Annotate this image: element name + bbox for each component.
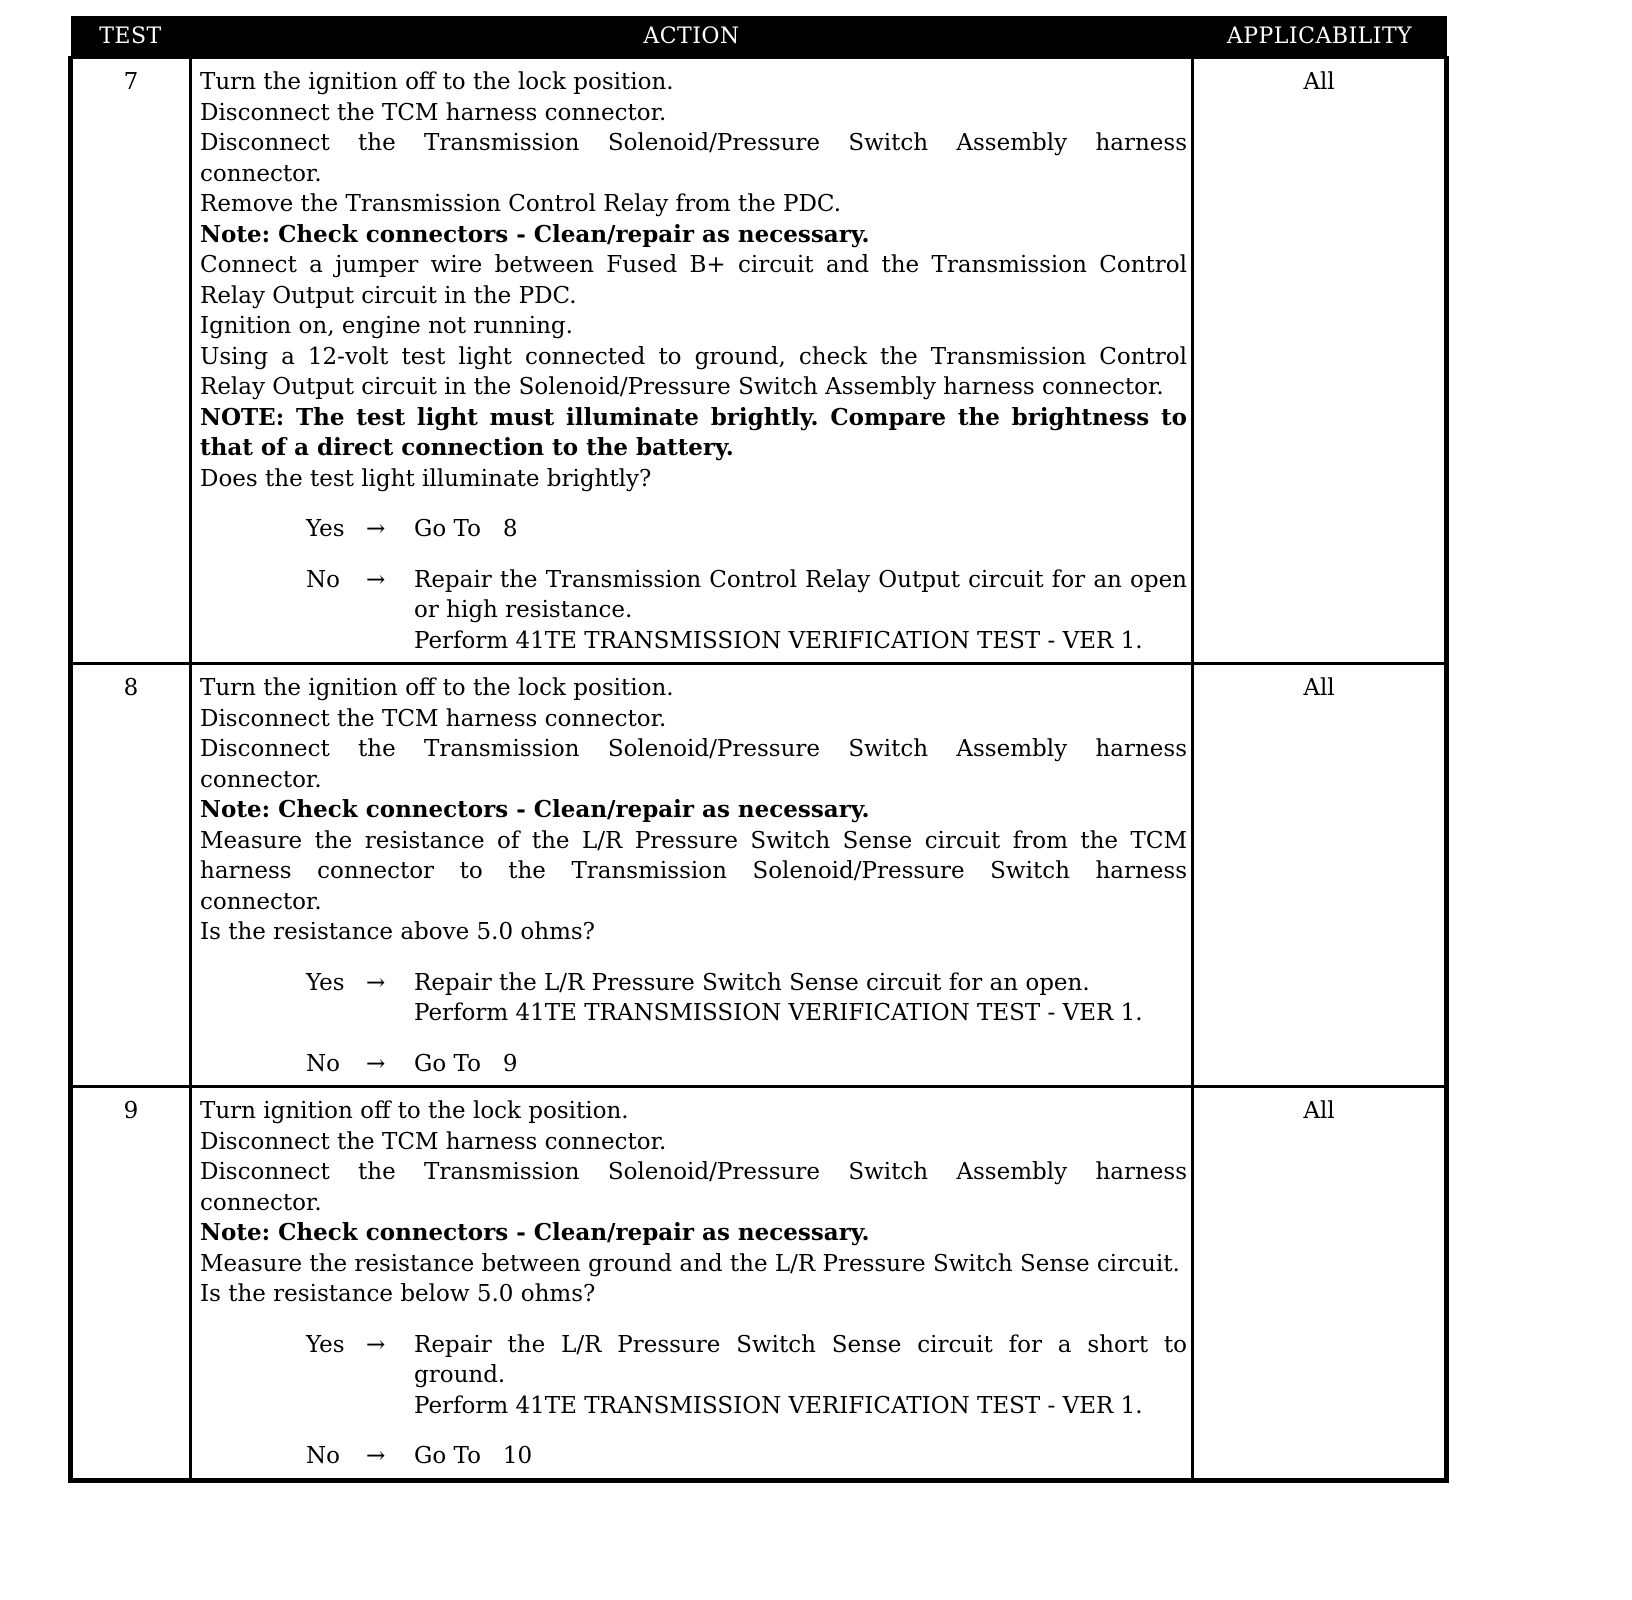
action-step: Using a 12-volt test light connected to ground, check the Transmission Control Relay Output circuit in the Solenoid/Pressure Switch Assembly harness connector. bbox=[200, 343, 1187, 400]
branch-result-line: Repair the L/R Pressure Switch Sense circuit for an open. bbox=[414, 969, 1090, 996]
action-cell bbox=[191, 1087, 1193, 1481]
applicability-value: All bbox=[1193, 58, 1447, 664]
branch-result-line: Perform 41TE TRANSMISSION VERIFICATION TEST - VER 1. bbox=[414, 1000, 1143, 1026]
table-row bbox=[71, 58, 1447, 664]
action-step: Turn the ignition off to the lock position. bbox=[200, 675, 674, 701]
action-note: NOTE: The test light must illuminate brightly. Compare the brightness to that of a direct connection to the battery. bbox=[200, 403, 1187, 461]
branch-result-line: Perform 41TE TRANSMISSION VERIFICATION TEST - VER 1. bbox=[414, 627, 1143, 654]
action-step: Remove the Transmission Control Relay from the PDC. bbox=[200, 191, 842, 217]
action-note: Note: Check connectors - Clean/repair as necessary. bbox=[200, 220, 870, 248]
action-note: Note: Check connectors - Clean/repair as necessary. bbox=[200, 1219, 870, 1246]
applicability-value: All bbox=[1193, 664, 1447, 1087]
applicability-value: All bbox=[1193, 1087, 1447, 1481]
arrow-right-icon: → bbox=[366, 566, 386, 593]
branch-result-line: Perform 41TE TRANSMISSION VERIFICATION TEST - VER 1. bbox=[414, 1392, 1143, 1419]
decision-branches bbox=[200, 514, 1195, 656]
action-step: Disconnect the Transmission Solenoid/Pressure Switch Assembly harness connector. bbox=[200, 736, 1187, 793]
arrow-right-icon: → bbox=[366, 1050, 386, 1077]
arrow-right-icon: → bbox=[366, 1443, 386, 1469]
header-test: TEST bbox=[71, 16, 191, 58]
table-row bbox=[71, 1087, 1447, 1481]
branch-result bbox=[414, 1049, 1187, 1080]
header-action: ACTION bbox=[191, 16, 1193, 58]
branch-result bbox=[414, 565, 1195, 657]
action-step: Turn ignition off to the lock position. bbox=[200, 1098, 629, 1124]
action-note: Note: Check connectors - Clean/repair as necessary. bbox=[200, 796, 870, 823]
action-step: Turn the ignition off to the lock position. bbox=[200, 69, 674, 95]
arrow-right-icon: → bbox=[366, 969, 386, 996]
branch-answer: No bbox=[306, 1443, 340, 1469]
arrow-right-icon: → bbox=[366, 1331, 386, 1358]
action-step: Measure the resistance of the L/R Pressure Switch Sense circuit from the TCM harness connector to the Transmission Solenoid/Pressure Switch harness connector. bbox=[200, 827, 1187, 915]
branch-result-line: Go To 9 bbox=[414, 1050, 518, 1077]
header-applicability: APPLICABILITY bbox=[1193, 16, 1447, 58]
branch-result-line: Repair the Transmission Control Relay Output circuit for an open or high resistance. bbox=[414, 566, 1195, 623]
branch-yes bbox=[306, 1330, 1195, 1422]
test-number: 8 bbox=[71, 664, 191, 1087]
action-step: Connect a jumper wire between Fused B+ circuit and the Transmission Control Relay Output circuit in the PDC. bbox=[200, 252, 1187, 309]
table-header-row bbox=[71, 16, 1447, 58]
branch-result-line: Go To 10 bbox=[414, 1443, 533, 1469]
branch-result-line: Go To 8 bbox=[414, 516, 518, 542]
action-step: Is the resistance below 5.0 ohms? bbox=[200, 1281, 596, 1307]
action-step: Disconnect the TCM harness connector. bbox=[200, 99, 667, 126]
decision-branches bbox=[200, 968, 1187, 1080]
action-cell bbox=[191, 664, 1193, 1087]
table-body bbox=[71, 58, 1447, 1481]
branch-result-line: Repair the L/R Pressure Switch Sense circuit for a short to ground. bbox=[414, 1331, 1195, 1388]
branch-yes bbox=[306, 968, 1187, 1029]
branch-answer: No bbox=[306, 566, 340, 593]
branch-no bbox=[306, 565, 1195, 657]
table-row bbox=[71, 664, 1447, 1087]
action-step: Measure the resistance between ground and the L/R Pressure Switch Sense circuit. bbox=[200, 1250, 1180, 1277]
action-cell bbox=[191, 58, 1193, 664]
arrow-right-icon: → bbox=[366, 516, 386, 542]
branch-result bbox=[414, 1441, 1187, 1472]
action-step: Does the test light illuminate brightly? bbox=[200, 465, 652, 492]
branch-result bbox=[414, 968, 1187, 1029]
branch-answer: Yes bbox=[306, 969, 345, 996]
action-step: Disconnect the TCM harness connector. bbox=[200, 1128, 667, 1155]
diagnostic-table bbox=[68, 16, 1449, 1483]
action-step: Disconnect the TCM harness connector. bbox=[200, 705, 667, 732]
branch-no bbox=[306, 1049, 1187, 1080]
branch-answer: Yes bbox=[306, 1331, 345, 1358]
branch-yes bbox=[306, 514, 1187, 545]
action-step: Is the resistance above 5.0 ohms? bbox=[200, 919, 596, 945]
action-step: Disconnect the Transmission Solenoid/Pressure Switch Assembly harness connector. bbox=[200, 1159, 1187, 1216]
action-step: Ignition on, engine not running. bbox=[200, 313, 573, 339]
branch-result bbox=[414, 514, 1187, 545]
decision-branches bbox=[200, 1330, 1195, 1472]
branch-result bbox=[414, 1330, 1195, 1422]
action-step: Disconnect the Transmission Solenoid/Pressure Switch Assembly harness connector. bbox=[200, 130, 1187, 187]
branch-answer: Yes bbox=[306, 516, 345, 542]
branch-no bbox=[306, 1441, 1187, 1472]
test-number: 9 bbox=[71, 1087, 191, 1481]
test-number: 7 bbox=[71, 58, 191, 664]
branch-answer: No bbox=[306, 1050, 340, 1077]
